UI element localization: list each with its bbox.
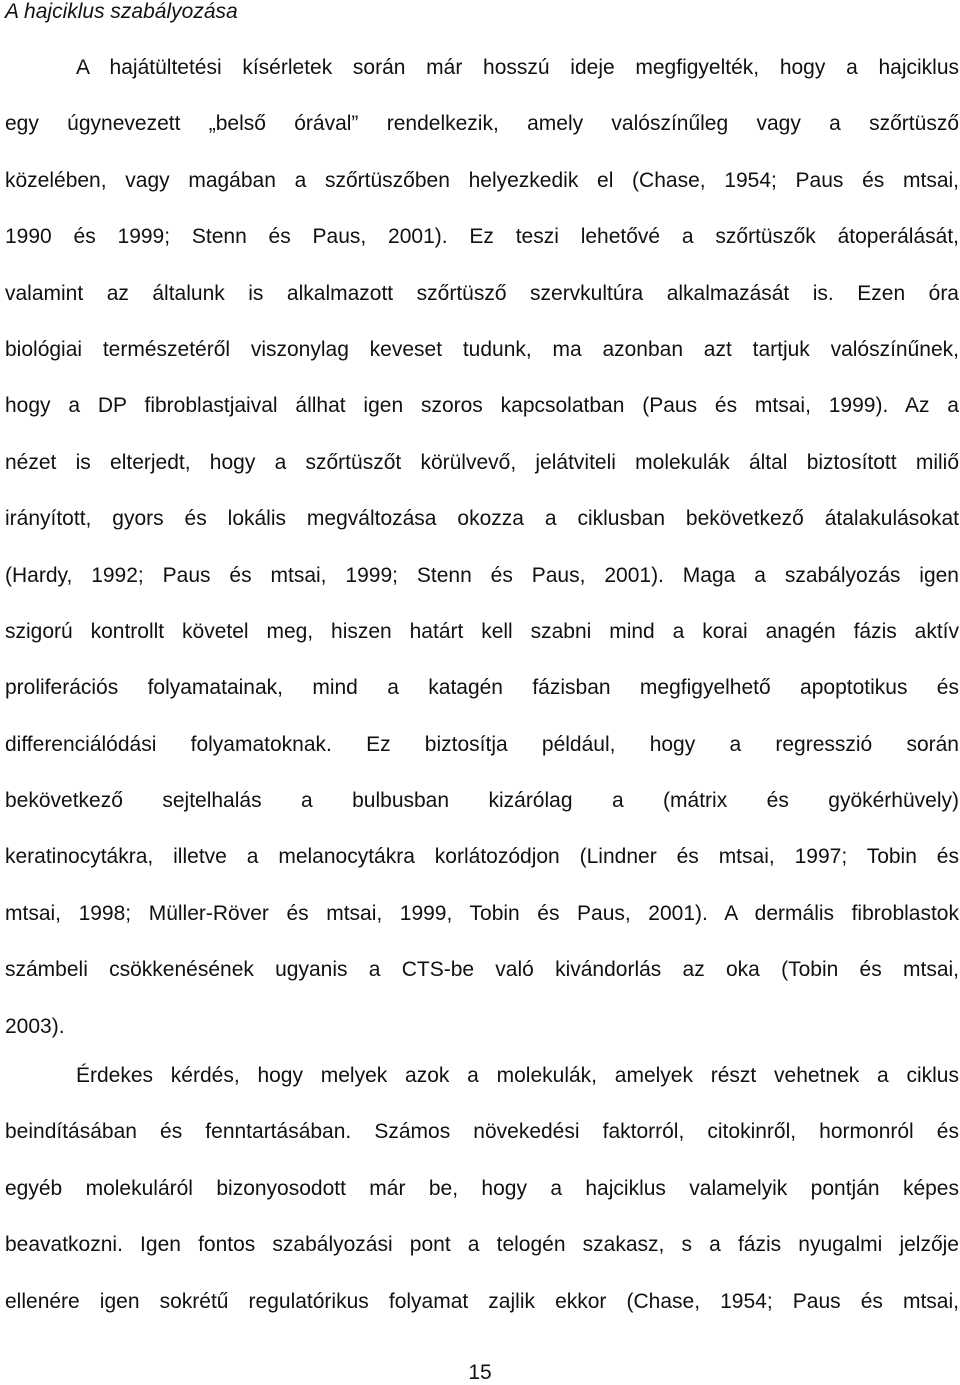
text-line: egyéb molekuláról bizonyosodott már be, hogy a hajciklus valamelyik pontján képes xyxy=(5,1176,959,1200)
text-line: 2003). xyxy=(5,1014,65,1038)
text-line: beindításában és fenntartásában. Számos növekedési faktorról, citokinről, hormonról és xyxy=(5,1120,959,1144)
text-line: differenciálódási folyamatoknak. Ez biztosítja például, hogy a regresszió során xyxy=(5,732,959,756)
text-line: nézet is elterjedt, hogy a szőrtüszőt körülvevő, jelátviteli molekulák által biztosított miliő xyxy=(5,450,959,474)
text-line: 1990 és 1999; Stenn és Paus, 2001). Ez teszi lehetővé a szőrtüszők átoperálását, xyxy=(5,225,959,249)
text-line: proliferációs folyamatainak, mind a katagén fázisban megfigyelhető apoptotikus és xyxy=(5,676,959,700)
page-number: 15 xyxy=(468,1361,492,1384)
text-line: valamint az általunk is alkalmazott szőrtüsző szervkultúra alkalmazását is. Ezen óra xyxy=(5,281,959,305)
paragraph-2 xyxy=(5,1048,959,1330)
text-line: hogy a DP fibroblastjaival állhat igen szoros kapcsolatban (Paus és mtsai, 1999). Az a xyxy=(5,394,959,418)
text-line: keratinocytákra, illetve a melanocytákra korlátozódjon (Lindner és mtsai, 1997; Tobin és xyxy=(5,845,959,869)
text-line: ellenére igen sokrétű regulatórikus folyamat zajlik ekkor (Chase, 1954; Paus és mtsai, xyxy=(5,1289,959,1313)
text-line: A hajátültetési kísérletek során már hosszú ideje megfigyelték, hogy a hajciklus xyxy=(76,56,959,79)
paragraph-1 xyxy=(5,40,959,1055)
text-line: mtsai, 1998; Müller-Röver és mtsai, 1999, Tobin és Paus, 2001). A dermális fibroblastok xyxy=(5,901,959,925)
text-line: Érdekes kérdés, hogy melyek azok a molekulák, amelyek részt vehetnek a ciklus xyxy=(76,1064,959,1087)
text-line: szigorú kontrollt követel meg, hiszen határt kell szabni mind a korai anagén fázis aktív xyxy=(5,619,959,643)
text-line: egy úgynevezett „belső órával” rendelkezik, amely valószínűleg vagy a szőrtüsző xyxy=(5,112,959,136)
text-line: irányított, gyors és lokális megváltozása okozza a ciklusban bekövetkező átalakulásokat xyxy=(5,507,959,531)
text-line: (Hardy, 1992; Paus és mtsai, 1999; Stenn és Paus, 2001). Maga a szabályozás igen xyxy=(5,563,959,587)
section-heading: A hajciklus szabályozása xyxy=(5,0,238,23)
text-line: biológiai természetéről viszonylag keveset tudunk, ma azonban azt tartjuk valószínűnek, xyxy=(5,337,959,361)
text-line: közelében, vagy magában a szőrtüszőben helyezkedik el (Chase, 1954; Paus és mtsai, xyxy=(5,168,959,192)
text-line: beavatkozni. Igen fontos szabályozási pont a telogén szakasz, s a fázis nyugalmi jelzője xyxy=(5,1233,959,1257)
text-line: számbeli csökkenésének ugyanis a CTS-be való kivándorlás az oka (Tobin és mtsai, xyxy=(5,958,959,982)
text-line: bekövetkező sejtelhalás a bulbusban kizárólag a (mátrix és gyökérhüvely) xyxy=(5,789,959,813)
